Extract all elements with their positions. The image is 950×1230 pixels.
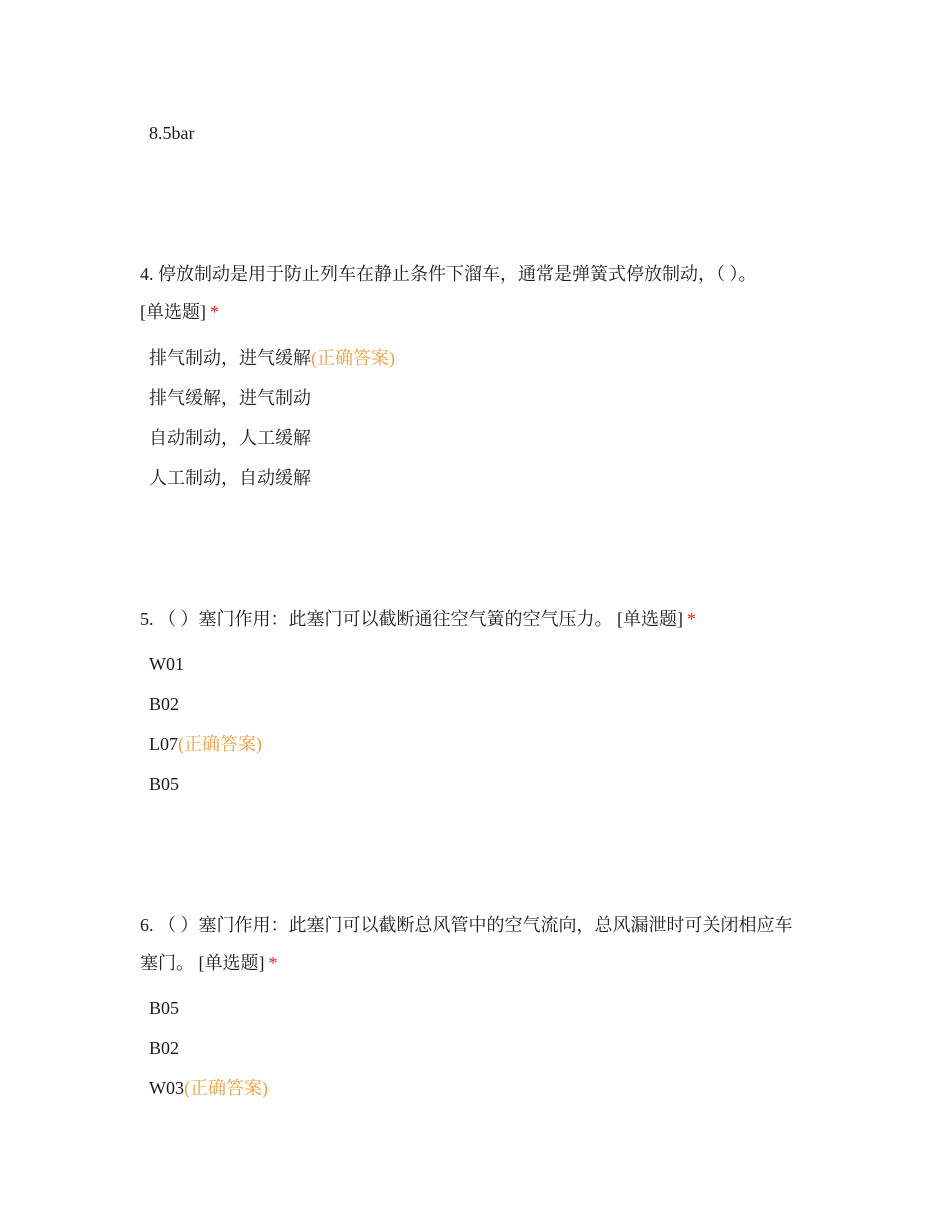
option-label: B05 (149, 774, 180, 794)
question-5 (140, 600, 810, 638)
question-6-option-1[interactable] (149, 996, 179, 1020)
question-type: [单选题] (617, 609, 683, 629)
option-label: 排气缓解，进气制动 (149, 388, 311, 408)
correct-answer-tag: (正确答案) (178, 734, 262, 754)
question-4-option-4[interactable] (149, 466, 311, 490)
question-6-option-3[interactable] (149, 1076, 268, 1100)
question-text: （ ）塞门作用：此塞门可以截断通往空气簧的空气压力。 (158, 609, 613, 629)
question-5-option-3[interactable] (149, 732, 262, 756)
question-number: 6. (140, 915, 154, 935)
option-label: 人工制动，自动缓解 (149, 468, 311, 488)
question-number: 5. (140, 609, 154, 629)
question-5-option-1[interactable] (149, 652, 184, 676)
option-carryover (149, 121, 194, 145)
option-label: 8.5bar (149, 123, 195, 143)
question-6 (140, 906, 810, 982)
question-type: [单选题] (198, 953, 265, 973)
option-label: W03 (149, 1078, 184, 1098)
required-mark: * (210, 302, 219, 322)
option-label: W01 (149, 654, 184, 674)
question-4-option-2[interactable] (149, 386, 311, 410)
correct-answer-tag: (正确答案) (311, 348, 395, 368)
question-text: （ ）塞门作用：此塞门可以截断总风管中的空气流向，总风漏泄时可关闭相应车塞门。 (140, 915, 793, 973)
question-5-option-2[interactable] (149, 692, 179, 716)
question-6-option-2[interactable] (149, 1036, 179, 1060)
option-label: B02 (149, 694, 180, 714)
question-4-option-3[interactable] (149, 426, 311, 450)
question-number: 4. (140, 264, 154, 284)
question-type: [单选题] (140, 302, 206, 322)
option-label: B02 (149, 1038, 180, 1058)
question-4-option-1[interactable] (149, 346, 395, 370)
question-text: 停放制动是用于防止列车在静止条件下溜车，通常是弹簧式停放制动，（ ）。 (158, 264, 757, 284)
question-5-option-4[interactable] (149, 772, 179, 796)
option-label: L07 (149, 734, 178, 754)
option-label: 自动制动，人工缓解 (149, 428, 311, 448)
required-mark: * (268, 953, 278, 973)
option-label: B05 (149, 998, 180, 1018)
question-4 (140, 255, 810, 331)
correct-answer-tag: (正确答案) (184, 1078, 268, 1098)
required-mark: * (687, 609, 696, 629)
option-label: 排气制动，进气缓解 (149, 348, 311, 368)
